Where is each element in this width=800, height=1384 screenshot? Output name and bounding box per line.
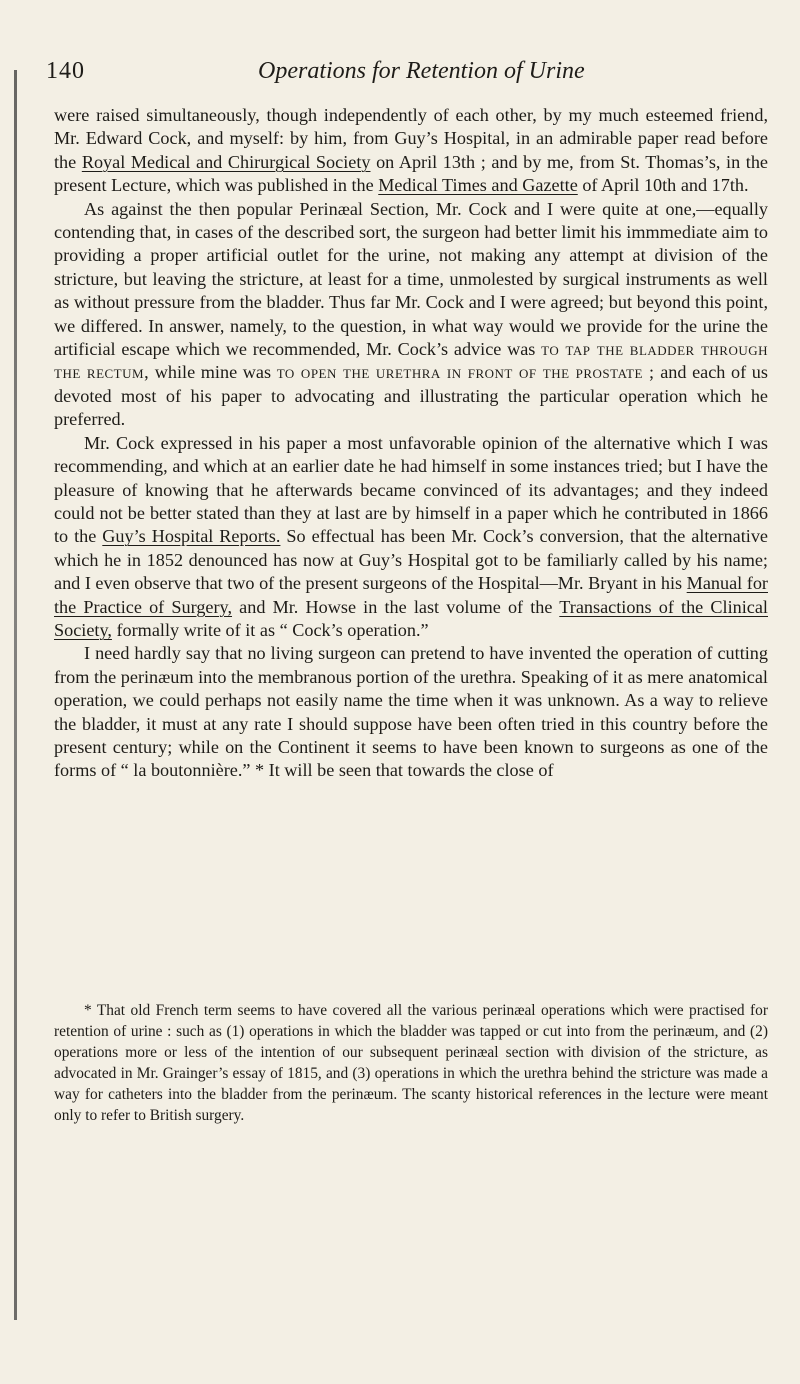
- running-title: Operations for Retention of Urine: [258, 58, 585, 84]
- body-text: [54, 104, 768, 783]
- paragraph-3-text-a: Mr. Cock expressed in his paper a most unfavorable opinion of the alternative which I was recommending, and which at an earlier date he had himself in some instances tried; but I have the pleasure of knowing that he afterwards became convinced of its advantages; and they indeed could not be better stated than they at last are by himself in a paper which he contributed in 1866 to the: [54, 432, 768, 547]
- transactions-title: Transactions of the Clinical Society,: [54, 596, 768, 640]
- journal-name: Medical Times and Gazette: [378, 175, 578, 196]
- footnote: [54, 1000, 768, 1126]
- paragraph-1-text-a: were raised simultaneously, though independently of each other, by my much esteemed friend, Mr. Edward Cock, and myself: by him, from Guy’s Hospital, in an admirable paper read before the: [54, 105, 768, 172]
- paragraph-2: [54, 198, 768, 432]
- author-advice-emphasis: to open the urethra in front of the prostate ;: [276, 362, 655, 383]
- paragraph-3-text-g: formally write of it as “ Cock’s operation.”: [111, 619, 429, 640]
- paragraph-4-text-a: I need hardly say that no living surgeon can pretend to have invented the operation of cutting from the perinæum into the membranous portion of the urethra. Speaking of it as mere anatomical operation, we could perhaps not easily name the time when it was unknown. As a way to relieve the bladder, it must at any rate I should suppose have been often tried in this country before the present century; while on the Continent it seems to have been known to surgeons as one of the forms of “ la boutonnière.” * It will be seen that towards the close of: [54, 643, 768, 781]
- paragraph-1: [54, 104, 768, 198]
- footnote-text: * That old French term seems to have covered all the various perinæal operations which were practised for retention of urine : such as (1) operations in which the bladder was tapped or cut into from the perinæum, and (2) operations more or less of the intention of our subsequent perinæal section with division of the stricture, as advocated in Mr. Grainger’s essay of 1815, and (3) operations in which the urethra behind the stricture was made a way for catheters into the bladder from the perinæum. The scanty historical references in the lecture were meant only to refer to British surgery.: [54, 1002, 768, 1124]
- paragraph-2-text-c: while mine was: [149, 362, 277, 383]
- paragraph-2-text-e: and each of us devoted most of his paper to advocating and illustrating the particular operation which he preferred.: [54, 362, 768, 430]
- page-number: 140: [46, 58, 85, 84]
- manual-title: Manual for the Practice of Surgery,: [54, 573, 768, 617]
- society-name: Royal Medical and Chirurgical Society: [81, 151, 371, 172]
- paragraph-2-text-a: As against the then popular Perinæal Section, Mr. Cock and I were quite at one,—equally contending that, in cases of the described sort, the surgeon had better limit his immmediate aim to providing a proper artificial outlet for the urine, not making any attempt at division of the stricture, but leaving the stricture, at least for a time, unmolested by surgical instruments as well as without pressure from the bladder. Thus far Mr. Cock and I were agreed; but beyond this point, we differed. In answer, namely, to the question, in what way would we provide for the urine the artificial escape which we recommended, Mr. Cock’s advice was: [54, 198, 768, 360]
- paragraph-3-text-c: So effectual has been Mr. Cock’s conversion, that the alternative which he in 1852 denounced has now at Guy’s Hospital got to be familiarly called by his name; and I even observe that two of the present surgeons of the Hospital—Mr. Bryant in his: [54, 526, 768, 594]
- paragraph-3: [54, 432, 768, 643]
- cock-advice-emphasis: to tap the bladder through the rectum,: [54, 339, 768, 383]
- guys-reports-title: Guy’s Hospital Reports.: [102, 526, 281, 547]
- paragraph-1-text-e: of April 10th and 17th.: [577, 175, 749, 196]
- page-header: [46, 56, 766, 92]
- paragraph-3-text-e: and Mr. Howse in the last volume of the: [232, 596, 560, 617]
- page-binding-edge: [14, 70, 17, 1320]
- paragraph-1-text-c: on April 13th ; and by me, from St. Thomas’s, in the present Lecture, which was published in the: [54, 151, 768, 196]
- paragraph-4: [54, 642, 768, 782]
